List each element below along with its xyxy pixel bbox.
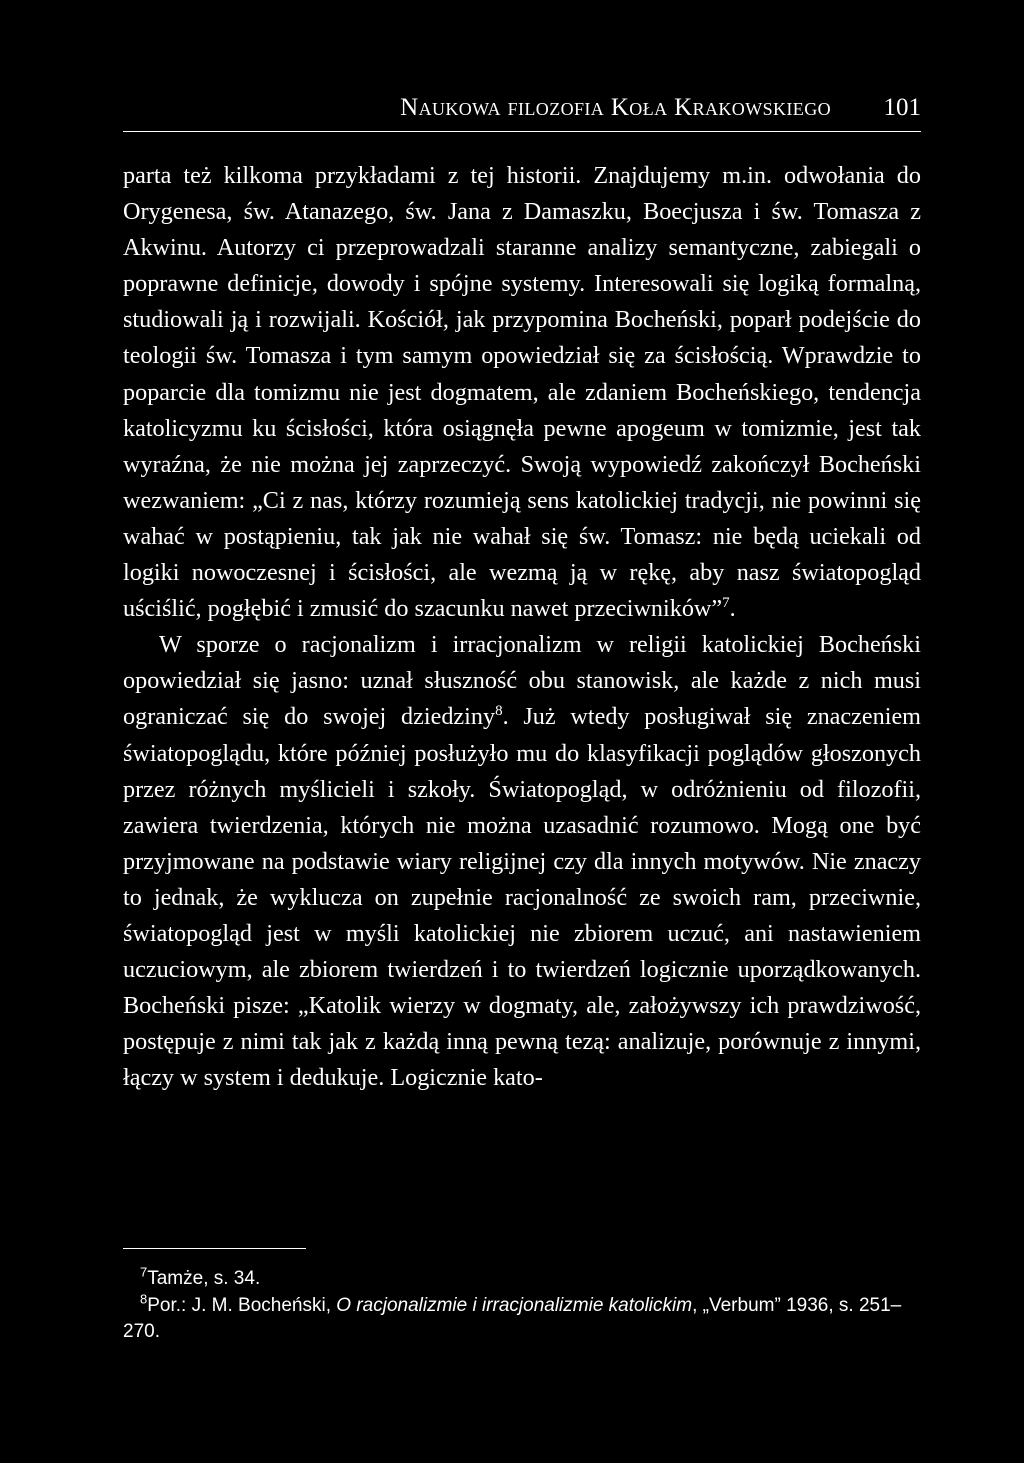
footnote-8 bbox=[123, 1293, 921, 1346]
footnote-8-title: O racjonalizmie i irracjonalizmie katolickim bbox=[336, 1294, 693, 1316]
paragraph-1-text: parta też kilkoma przykładami z tej historii. Znajdujemy m.in. odwołania do Orygenesa, św. Atanazego, św. Jana z Damaszku, Boecjusza i św. Tomasza z Akwinu. Autorzy ci przeprowadzali staranne analizy semantyczne, zabiegali o poprawne definicje, dowody i spójne systemy. Interesowali się logiką formalną, studiowali ją i rozwijali. Kościół, jak przypomina Bocheński, poparł podejście do teologii św. Tomasza i tym samym opowiedział się za ścisłością. Wprawdzie to poparcie dla tomizmu nie jest dogmatem, ale zdaniem Bocheńskiego, tendencja katolicyzmu ku ścisłości, która osiągnęła pewne apogeum w tomizmie, jest tak wyraźna, że nie można jej zaprzeczyć. Swoją wypowiedź zakończył Bocheński wezwaniem: „Ci z nas, którzy rozumieją sens katolickiej tradycji, nie powinni się wahać w postąpieniu, tak jak nie wahał się św. Tomasz: nie będą uciekali od logiki nowoczesnej i ścisłości, ale wezmą ją w rękę, aby nasz światopogląd uściślić, pogłębić i zmusić do szacunku nawet przeciwników” bbox=[123, 162, 921, 623]
footnote-7 bbox=[123, 1266, 921, 1293]
paragraph-1 bbox=[123, 158, 921, 627]
footnote-7-text: Tamże, s. 34. bbox=[147, 1268, 261, 1289]
footnote-7-number: 7 bbox=[140, 1264, 148, 1280]
book-page bbox=[123, 0, 921, 1463]
footnote-ref-8: 8 bbox=[495, 703, 503, 720]
footnote-8-prefix: Por.: J. M. Bocheński, bbox=[147, 1294, 337, 1316]
paragraph-2 bbox=[123, 627, 921, 1096]
page-number: 101 bbox=[883, 94, 921, 121]
footnote-8-number: 8 bbox=[140, 1291, 148, 1307]
running-title: Naukowa filozofia Koła Krakowskiego bbox=[400, 94, 831, 121]
running-header bbox=[123, 92, 921, 132]
body-text bbox=[123, 158, 921, 1096]
footnote-8-suffix: , „Verbum” 1936, s. 251–270. bbox=[123, 1294, 902, 1342]
paragraph-1-end: . bbox=[729, 595, 736, 623]
footnotes bbox=[123, 1266, 921, 1346]
footnote-ref-7: 7 bbox=[722, 595, 730, 612]
paragraph-2-text-a: W sporze o racjonalizm i irracjonalizm w religii katolickiej Bocheński opowiedział się jasno: uznał słuszność obu stanowisk, ale każde z nich musi ograniczać się do swojej dziedziny bbox=[123, 631, 921, 731]
paragraph-2-text-b: . Już wtedy posługiwał się znaczeniem światopoglądu, które później posłużyło mu do klasyfikacji poglądów głoszonych przez różnych myślicieli i szkoły. Światopogląd, w odróżnieniu od filozofii, zawiera twierdzenia, których nie można uzasadnić rozumowo. Mogą one być przyjmowane na podstawie wiary religijnej czy dla innych motywów. Nie znaczy to jednak, że wyklucza on zupełnie racjonalność ze swoich ram, przeciwnie, światopogląd jest w myśli katolickiej nie zbiorem uczuć, ani nastawieniem uczuciowym, ale zbiorem twierdzeń i to twierdzeń logicznie uporządkowanych. Bocheński pisze: „Katolik wierzy w dogmaty, ale, założywszy ich prawdziwość, postępuje z nimi tak jak z każdą inną pewną tezą: analizuje, porównuje z innymi, łączy w system i dedukuje. Logicznie kato- bbox=[123, 703, 921, 1092]
footnote-divider bbox=[123, 1248, 306, 1249]
